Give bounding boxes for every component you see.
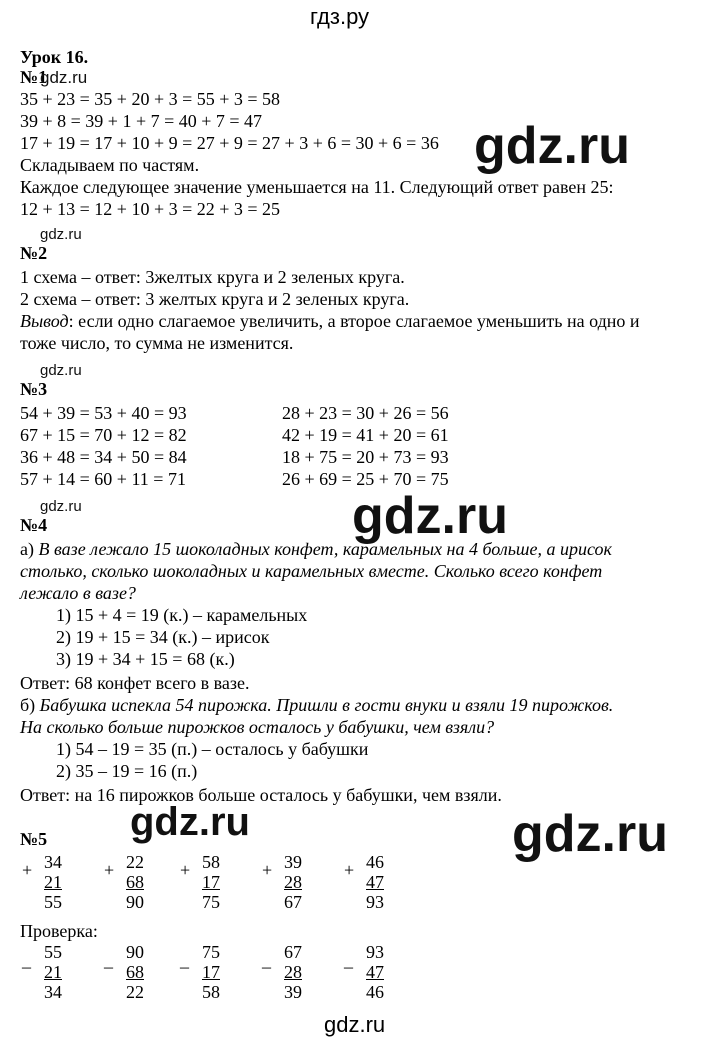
task5-label: №5: [20, 829, 48, 849]
column-operand: 75: [202, 942, 220, 962]
task3-right-line: 18 + 75 = 20 + 73 = 93: [282, 447, 449, 467]
column-operation: [36, 942, 62, 1002]
column-operation: [358, 942, 384, 1002]
watermark-small: gdz.ru: [40, 226, 82, 243]
column-operand: 46: [366, 852, 384, 872]
task4a-step: 3) 19 + 34 + 15 = 68 (к.): [56, 649, 235, 669]
task4b-text: Бабушка испекла 54 пирожка. Пришли в гости внуки и взяли 19 пирожков.: [39, 695, 614, 715]
watermark-small: gdz.ru: [40, 362, 82, 379]
column-result: 22: [126, 982, 144, 1002]
minus-sign: _: [104, 950, 113, 970]
task2-conclusion-line2: тоже число, то сумма не изменится.: [20, 333, 294, 353]
minus-sign: _: [22, 950, 31, 970]
task1-line: 39 + 8 = 39 + 1 + 7 = 40 + 7 = 47: [20, 111, 263, 131]
column-result: 34: [44, 982, 62, 1002]
task4a-answer: Ответ: 68 конфет всего в вазе.: [20, 673, 250, 693]
column-result: 93: [366, 892, 384, 912]
task4b-step: 1) 54 – 19 = 35 (п.) – осталось у бабушки: [56, 739, 369, 759]
minus-sign: _: [262, 950, 271, 970]
column-operation: [36, 852, 62, 912]
site-header: гдз.ру: [310, 4, 370, 29]
plus-sign: +: [104, 860, 115, 880]
column-operand: 17: [202, 872, 220, 892]
column-operand: 47: [366, 962, 384, 982]
conclusion-text: : если одно слагаемое увеличить, а второе слагаемое уменьшить на одно и: [68, 311, 640, 331]
task2-line: 1 схема – ответ: 3желтых круга и 2 зеленых круга.: [20, 267, 405, 287]
column-result: 90: [126, 892, 144, 912]
column-operand: 28: [284, 872, 302, 892]
column-operand: 47: [366, 872, 384, 892]
plus-sign: +: [262, 860, 273, 880]
task2-conclusion: [20, 310, 640, 332]
task3-left-line: 54 + 39 = 53 + 40 = 93: [20, 403, 187, 423]
column-operation: [118, 852, 144, 912]
task4b-line: [20, 694, 613, 716]
task4a-line: столько, сколько шоколадных и карамельных вместе. Сколько всего конфет: [20, 561, 603, 581]
plus-sign: +: [344, 860, 355, 880]
column-result: 58: [202, 982, 220, 1002]
column-operation: [276, 852, 302, 912]
column-result: 67: [284, 892, 302, 912]
watermark-big: gdz.ru: [352, 487, 508, 545]
task1-line: Складываем по частям.: [20, 155, 200, 175]
task4a-step: 1) 15 + 4 = 19 (к.) – карамельных: [56, 605, 308, 625]
column-operand: 17: [202, 962, 220, 982]
task4b-answer: Ответ: на 16 пирожков больше осталось у бабушки, чем взяли.: [20, 785, 502, 805]
column-operand: 55: [44, 942, 62, 962]
column-operand: 67: [284, 942, 302, 962]
column-operand: 22: [126, 852, 144, 872]
column-operand: 68: [126, 962, 144, 982]
task1-line: 12 + 13 = 12 + 10 + 3 = 22 + 3 = 25: [20, 199, 281, 219]
task3-right-line: 26 + 69 = 25 + 70 = 75: [282, 469, 449, 489]
task1-line: 35 + 23 = 35 + 20 + 3 = 55 + 3 = 58: [20, 89, 281, 109]
column-result: 75: [202, 892, 220, 912]
column-result: 55: [44, 892, 62, 912]
task1-label: №1: [20, 67, 48, 87]
column-operand: 39: [284, 852, 302, 872]
column-operand: 93: [366, 942, 384, 962]
column-operand: 21: [44, 962, 62, 982]
watermark-small: gdz.ru: [40, 498, 82, 515]
task1-line: Каждое следующее значение уменьшается на 11. Следующий ответ равен 25:: [20, 177, 614, 197]
task4a-line: [20, 538, 612, 560]
column-operand: 68: [126, 872, 144, 892]
column-operation: [194, 852, 220, 912]
conclusion-word: Вывод: [20, 311, 69, 331]
column-operation: [276, 942, 302, 1002]
task2-line: 2 схема – ответ: 3 желтых круга и 2 зеленых круга.: [20, 289, 410, 309]
task4a-prefix: а): [20, 539, 34, 559]
plus-sign: +: [22, 860, 33, 880]
column-result: 46: [366, 982, 384, 1002]
task4b-prefix: б): [20, 695, 36, 715]
task4a-line: лежало в вазе?: [20, 583, 136, 603]
task4a-step: 2) 19 + 15 = 34 (к.) – ирисок: [56, 627, 270, 647]
task4-label: №4: [20, 515, 48, 535]
watermark-big: gdz.ru: [130, 800, 250, 844]
watermark-big: gdz.ru: [512, 805, 668, 863]
minus-sign: _: [344, 950, 353, 970]
task3-label: №3: [20, 379, 48, 399]
task4b-line: На сколько больше пирожков осталось у бабушки, чем взяли?: [20, 717, 495, 737]
footer-watermark: gdz.ru: [324, 1012, 386, 1037]
watermark-big: gdz.ru: [474, 117, 630, 175]
check-label: Проверка:: [20, 921, 98, 941]
task3-left-line: 57 + 14 = 60 + 11 = 71: [20, 469, 186, 489]
task3-right-line: 42 + 19 = 41 + 20 = 61: [282, 425, 449, 445]
task2-label: №2: [20, 243, 48, 263]
column-result: 39: [284, 982, 302, 1002]
plus-sign: +: [180, 860, 191, 880]
column-operand: 21: [44, 872, 62, 892]
task3-right-line: 28 + 23 = 30 + 26 = 56: [282, 403, 449, 423]
task3-left-line: 67 + 15 = 70 + 12 = 82: [20, 425, 187, 445]
task1-line: 17 + 19 = 17 + 10 + 9 = 27 + 9 = 27 + 3 + 6 = 30 + 6 = 36: [20, 133, 439, 153]
task3-left-line: 36 + 48 = 34 + 50 = 84: [20, 447, 187, 467]
lesson-title: Урок 16.: [20, 47, 89, 67]
column-operand: 28: [284, 962, 302, 982]
column-operation: [358, 852, 384, 912]
watermark-small: gdz.ru: [40, 68, 88, 87]
column-operand: 90: [126, 942, 144, 962]
column-operation: [118, 942, 144, 1002]
task4a-text: В вазе лежало 15 шоколадных конфет, карамельных на 4 больше, а ирисок: [38, 539, 612, 559]
column-operand: 58: [202, 852, 220, 872]
minus-sign: _: [180, 950, 189, 970]
column-operation: [194, 942, 220, 1002]
column-operand: 34: [44, 852, 62, 872]
task4b-step: 2) 35 – 19 = 16 (п.): [56, 761, 198, 781]
